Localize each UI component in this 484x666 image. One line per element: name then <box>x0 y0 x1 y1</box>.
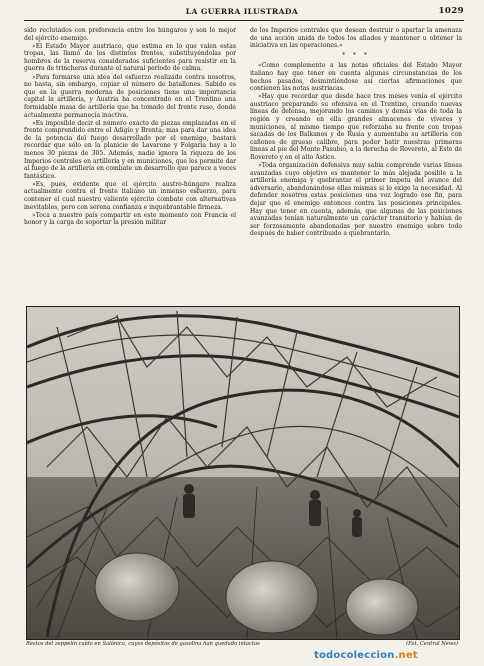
magazine-title: LA GUERRA ILUSTRADA <box>185 7 299 16</box>
text-columns <box>24 27 464 239</box>
paragraph: «Como complemento a las notas oficiales del Estado Mayor italiano hay que tener en cuenta algunas circunstancias de los hechos pasados, desmintiéndose así ciertas afirmaciones que contienen las notas austriacas. <box>250 62 462 93</box>
paragraph: »Es imposible decir el número exacto de piezas emplazadas en el frente comprendido entre el Adigio y Brenta; mas para dar una idea de la potencia del fuego desarrollado por el enemigo, bastará recordar que sólo en la planicie de Lavarone y Folgaria hay a lo menos 30 piezas de 305. Además, nadie ignora la riqueza de los Imperios centrales en artillería y en municiones, que les permite dar al fuego de la artillería en combate un desarrollo que parece a veces fantástico. <box>24 119 236 180</box>
watermark-suffix: .net <box>394 650 418 661</box>
paragraph: »Toda organización defensiva muy sabia comprende varias líneas avanzadas cuyo objetivo es mantener lo más alejada posible a la artillería enemiga y quebrantar el primer ímpetu del avance del adversario, abandonándose ellas mismas si lo exige la necesidad. Al defender nosotros estas posiciones una vez logrado ese fin, para dejar que el enemigo entonces contra las posiciones principales. Hay que tener en cuenta, además, que algunas de las posiciones avanzadas tenían naturalmente un carácter transitorio y habían de ser forzosamente abandonadas por nuestro enemigo sobre todo después de haber contribuido a quebrantarlo. <box>250 162 462 238</box>
paragraph: de los Imperios centrales que desean destruir o apartar la amenaza de una acción unida de todos los aliados y mantener u obtener la iniciativa en las operaciones.» <box>250 27 462 50</box>
page-header <box>24 6 464 21</box>
paragraph: sido reclutados con preferencia entre los húngaros y son lo mejor del ejército enemigo. <box>24 27 236 42</box>
paragraph: »Hay que recordar que desde hace tres meses venía el ejército austriaco preparando su ofensiva en el Trentino, creando nuevas líneas de defensa, mejorando los caminos y demás vías de toda la región y creando en ella grandes almacenes de víveres y municiones, al mismo tiempo que reforzaba su frente con tropas sacadas de los Balkanes y de Rusia y aumentaba su artillería con cañones de grueso calibre, para poder batir nuestras primeras líneas al pie del Monte Pasubio, a la derecha de Rovereto, al Este de Rovereto y en el alto Astico. <box>250 93 462 161</box>
paragraph: »Es, pues, evidente que el ejército austro-húngaro realiza actualmente contra el frente italiano un inmenso esfuerzo, para contener el cual nuestro valiente ejército combate con alternativas inevitables, pero con serena confianza e inquebrantable firmeza. <box>24 180 236 211</box>
photo-credit: (Fot. Central News) <box>406 641 458 647</box>
page-number: 1029 <box>438 6 464 16</box>
section-separator: * * * <box>342 51 370 59</box>
watermark-text: todocoleccion <box>314 650 395 661</box>
left-column <box>24 27 236 239</box>
paragraph: »Toca a nuestro país compartir en este momento con Francia el honor y la carga de soportar la presión militar <box>24 211 236 227</box>
photo-caption <box>26 641 458 647</box>
right-column <box>250 27 462 239</box>
paragraph: »El Estado Mayor austriaco, que estima en lo que valen estas tropas, las llamó de los distintos frentes, substituyéndolas por hombres de la reserva considerados suficientes para resistir en la guerra de trincheras durante el natural período de calma. <box>24 42 236 73</box>
caption-text: Restos del zeppelin caído en Salónica, cuyos depósitos de gasolina han quedado intactos <box>26 641 260 647</box>
watermark-logo <box>314 650 418 661</box>
photo-illustration <box>27 307 459 639</box>
zeppelin-wreck-photo <box>26 306 460 640</box>
paragraph: »Para formarse una idea del esfuerzo realizado contra nosotros, no basta, sin embargo, copiar el número de batallones. Sabido es que en la guerra moderna de posiciones tiene una importancia capital la artillería, y Austria ha concentrado en el Trentino una formidable masa de artillería que ha tomado del frente ruso, donde actualmente permanecía inactiva. <box>24 73 236 119</box>
